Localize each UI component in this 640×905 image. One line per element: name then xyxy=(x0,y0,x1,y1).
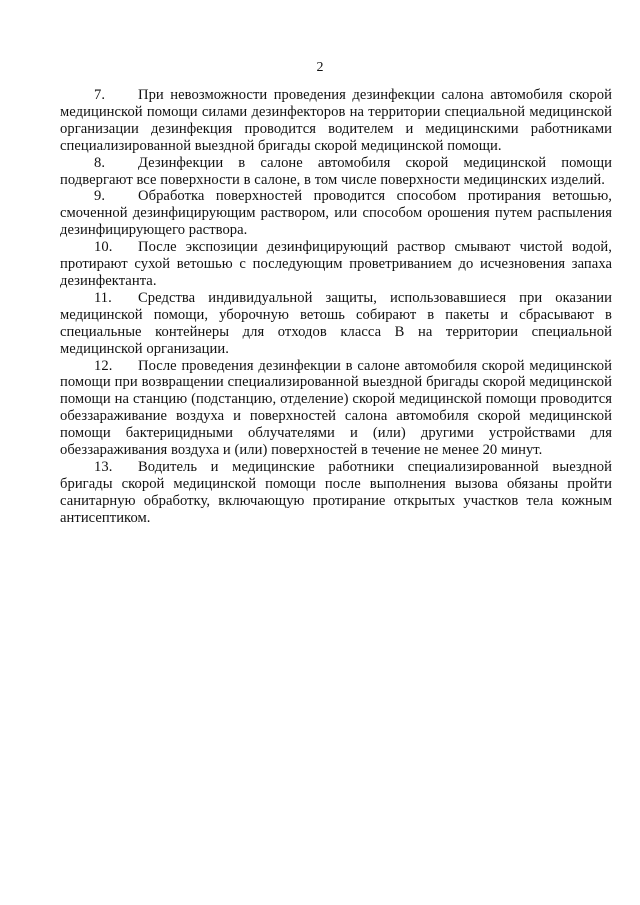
paragraph-10 xyxy=(60,239,612,290)
paragraph-text: После экспозиции дезинфицирующий раствор смывают чистой водой, протирают сухой ветошью с последующим проветриванием до исчезновения запаха дезинфектанта. xyxy=(60,239,612,289)
paragraph-number: 9. xyxy=(94,188,106,205)
paragraph-7 xyxy=(60,87,612,155)
paragraph-text: При невозможности проведения дезинфекции салона автомобиля скорой медицинской помощи силами дезинфекторов на территории специальной медицинской организации дезинфекция проводится водителем и медицинскими работниками специализированной выездной бригады скорой медицинской помощи. xyxy=(60,87,612,154)
paragraph-8 xyxy=(60,155,612,189)
paragraph-text: После проведения дезинфекции в салоне автомобиля скорой медицинской помощи при возвращении специализированной выездной бригады скорой медицинской помощи на станцию (подстанцию, отделение) скорой медицинской помощи проводится обеззараживание воздуха и поверхностей салона автомобиля скорой медицинской помощи бактерицидными облучателями и (или) другими устройствами для обеззараживания воздуха и (или) поверхностей в течение не менее 20 минут. xyxy=(60,357,612,459)
paragraph-number: 12. xyxy=(94,357,113,374)
paragraph-text: Водитель и медицинские работники специализированной выездной бригады скорой медицинской помощи после выполнения вызова обязаны пройти санитарную обработку, включающую протирание открытых участков тела кожным антисептиком. xyxy=(60,458,612,526)
paragraph-11 xyxy=(60,290,612,358)
document-body xyxy=(60,87,612,527)
paragraph-number: 7. xyxy=(94,87,106,103)
paragraph-text: Дезинфекции в салоне автомобиля скорой медицинской помощи подвергают все поверхности в салоне, в том числе поверхности медицинских изделий. xyxy=(60,154,612,188)
paragraph-number: 10. xyxy=(94,239,113,256)
paragraph-text: Средства индивидуальной защиты, использовавшиеся при оказании медицинской помощи, уборочную ветошь собирают в пакеты и сбрасывают в специальные контейнеры для отходов класса В на территории специальной медицинской организации. xyxy=(60,289,612,357)
paragraph-number: 13. xyxy=(94,458,113,475)
paragraph-12 xyxy=(60,358,612,459)
paragraph-number: 11. xyxy=(94,289,112,306)
page-number: 2 xyxy=(316,60,324,75)
paragraph-number: 8. xyxy=(94,154,106,171)
paragraph-9 xyxy=(60,188,612,239)
paragraph-13 xyxy=(60,459,612,527)
paragraph-text: Обработка поверхностей проводится способом протирания ветошью, смоченной дезинфицирующим раствором, или способом орошения путем распыления дезинфицирующего раствора. xyxy=(60,188,612,239)
